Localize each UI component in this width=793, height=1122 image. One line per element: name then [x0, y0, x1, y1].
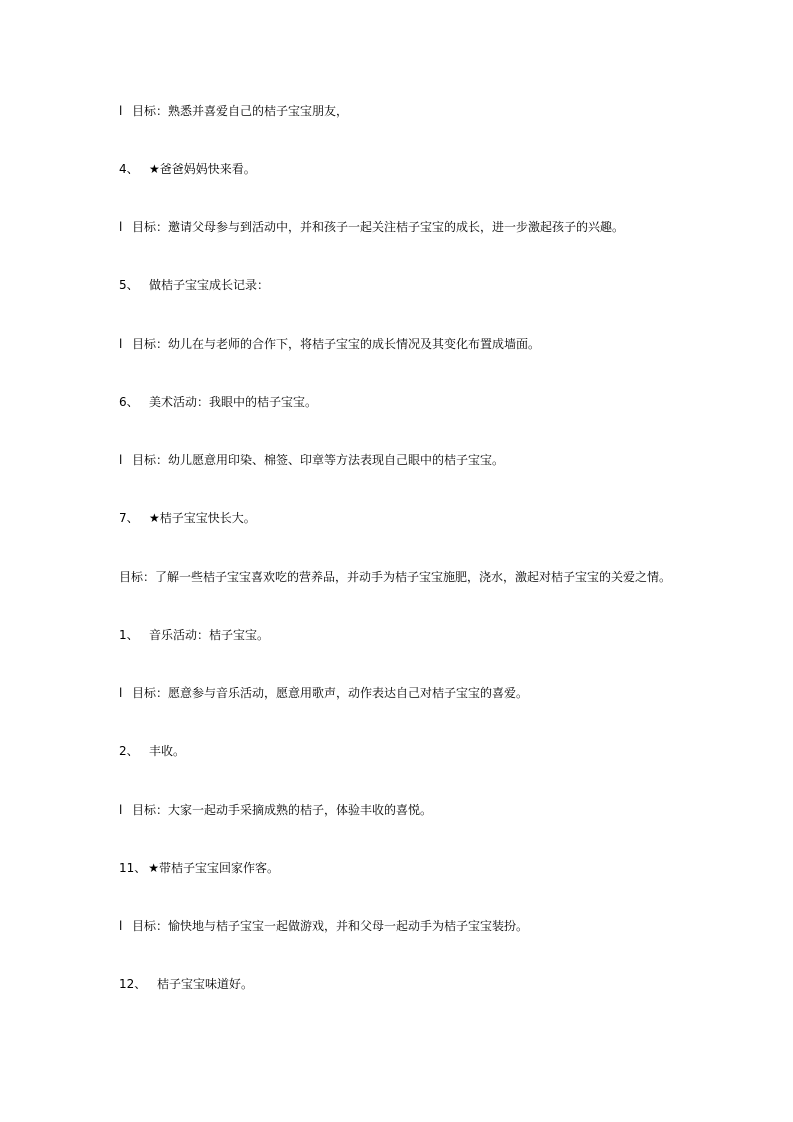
goal-line — [119, 336, 540, 352]
line-text: 目标：愿意参与音乐活动，愿意用歌声，动作表达自己对桔子宝宝的喜爱。 — [132, 686, 529, 700]
item-number: 6、 — [119, 395, 139, 409]
line-text: 音乐活动：桔子宝宝。 — [149, 628, 270, 642]
line-text: ★爸爸妈妈快来看。 — [149, 162, 256, 176]
item-number: 4、 — [119, 162, 139, 176]
numbered-item — [119, 743, 185, 759]
line-text: 美术活动：我眼中的桔子宝宝。 — [149, 395, 318, 409]
line-text: 目标：愉快地与桔子宝宝一起做游戏，并和父母一起动手为桔子宝宝装扮。 — [132, 919, 529, 933]
bullet-marker: l — [119, 337, 123, 351]
numbered-item — [119, 627, 269, 643]
item-number: 1、 — [119, 628, 139, 642]
bullet-marker: l — [119, 453, 123, 467]
line-text: ★带桔子宝宝回家作客。 — [148, 861, 280, 875]
bullet-marker: l — [119, 919, 123, 933]
bullet-marker: l — [119, 803, 123, 817]
line-text: 做桔子宝宝成长记录： — [149, 278, 270, 292]
numbered-item — [119, 394, 317, 410]
goal-line — [119, 802, 432, 818]
numbered-item — [119, 510, 256, 526]
bullet-marker: l — [119, 220, 123, 234]
line-text: 丰收。 — [149, 744, 186, 758]
line-text: 目标：熟悉并喜爱自己的桔子宝宝朋友， — [132, 104, 349, 118]
item-number: 5、 — [119, 278, 139, 292]
goal-line — [119, 452, 504, 468]
item-number: 12、 — [119, 977, 147, 991]
goal-line — [119, 918, 528, 934]
bullet-marker: l — [119, 104, 123, 118]
line-text: 目标：大家一起动手采摘成熟的桔子，体验丰收的喜悦。 — [132, 803, 433, 817]
item-number: 11、 — [119, 861, 147, 875]
goal-paragraph — [119, 569, 671, 585]
numbered-item — [119, 277, 269, 293]
line-text: 桔子宝宝味道好。 — [157, 977, 254, 991]
item-number: 2、 — [119, 744, 139, 758]
item-number: 7、 — [119, 511, 139, 525]
numbered-item — [119, 976, 253, 992]
line-text: ★桔子宝宝快长大。 — [149, 511, 256, 525]
line-text: 目标：幼儿在与老师的合作下，将桔子宝宝的成长情况及其变化布置成墙面。 — [132, 337, 541, 351]
line-text: 目标：邀请父母参与到活动中，并和孩子一起关注桔子宝宝的成长，进一步激起孩子的兴趣。 — [132, 220, 625, 234]
line-text: 目标：幼儿愿意用印染、棉签、印章等方法表现自己眼中的桔子宝宝。 — [132, 453, 505, 467]
goal-line — [119, 219, 624, 235]
goal-line — [119, 103, 348, 119]
goal-line — [119, 685, 528, 701]
line-text: 目标：了解一些桔子宝宝喜欢吃的营养品，并动手为桔子宝宝施肥，浇水，激起对桔子宝宝的关爱之情。 — [119, 570, 672, 584]
numbered-item — [119, 161, 256, 177]
bullet-marker: l — [119, 686, 123, 700]
numbered-item — [119, 860, 279, 876]
